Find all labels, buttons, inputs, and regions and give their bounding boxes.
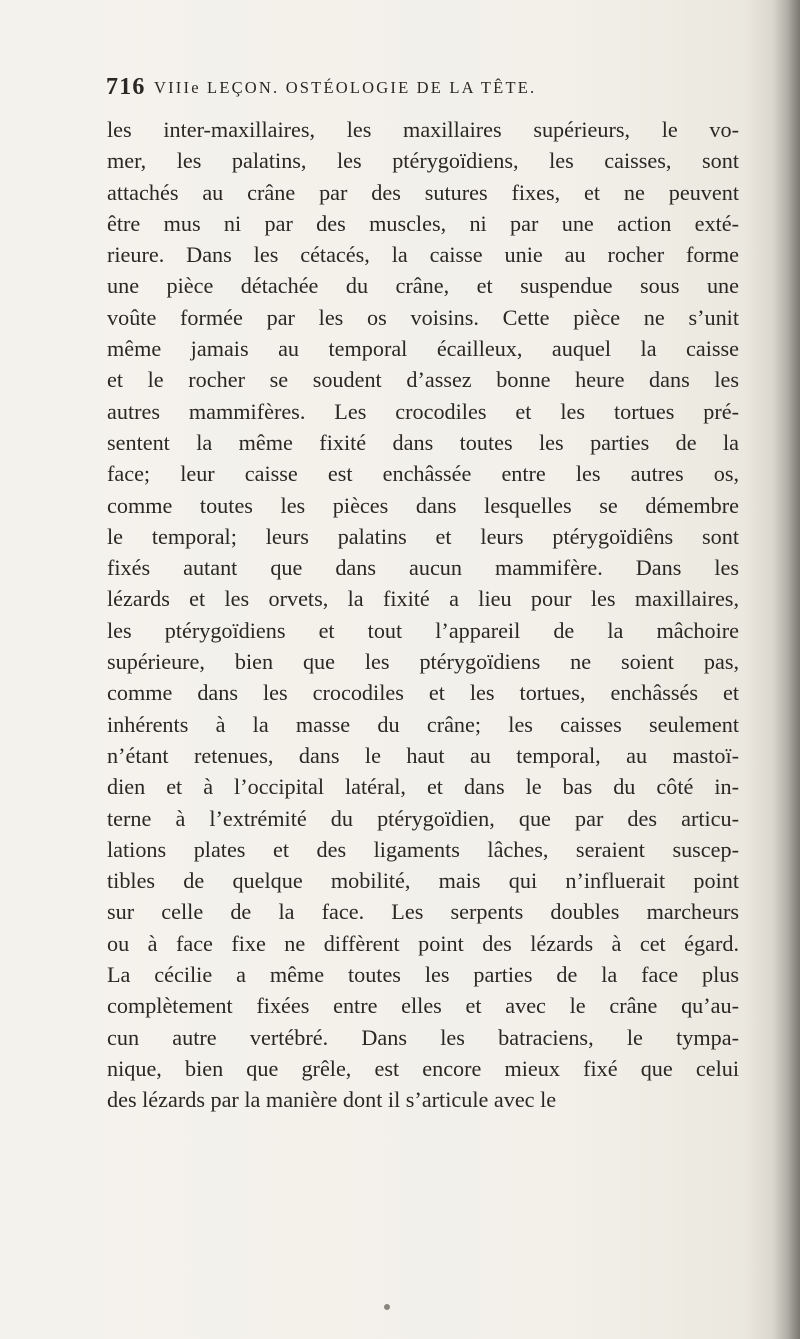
text-line: une pièce détachée du crâne, et suspendue sous une <box>107 273 739 299</box>
text-line: sentent la même fixité dans toutes les parties de la <box>107 429 739 455</box>
text-line: et le rocher se soudent d’assez bonne heure dans les <box>107 367 739 393</box>
text-line: lézards et les orvets, la fixité a lieu pour les maxillaires, <box>107 586 739 612</box>
text-line: fixés autant que dans aucun mammifère. Dans les <box>107 555 739 581</box>
text-line: inhérents à la masse du crâne; les caisses seulement <box>107 711 739 737</box>
text-line: lations plates et des ligaments lâches, seraient suscep- <box>107 836 739 862</box>
text-line: tibles de quelque mobilité, mais qui n’influerait point <box>107 868 739 894</box>
running-head-title: VIIIe LEÇON. OSTÉOLOGIE DE LA TÊTE. <box>154 78 537 97</box>
body-text <box>107 114 739 1116</box>
text-line: supérieure, bien que les ptérygoïdiens ne soient pas, <box>107 649 739 675</box>
page-number: 716 <box>106 74 146 100</box>
text-line: terne à l’extrémité du ptérygoïdien, que par des articu- <box>107 805 739 831</box>
text-line: dien et à l’occipital latéral, et dans le bas du côté in- <box>107 774 739 800</box>
text-line: être mus ni par des muscles, ni par une action exté- <box>107 210 739 236</box>
text-line: les inter-maxillaires, les maxillaires supérieurs, le vo- <box>107 117 739 142</box>
text-line: le temporal; leurs palatins et leurs ptérygoïdiêns sont <box>107 523 739 549</box>
text-line: complètement fixées entre elles et avec le crâne qu’au- <box>107 993 739 1019</box>
text-line: n’étant retenues, dans le haut au temporal, au mastoï- <box>107 742 739 768</box>
text-line: ou à face fixe ne diffèrent point des lézards à cet égard. <box>107 930 739 956</box>
text-line: rieure. Dans les cétacés, la caisse unie au rocher forme <box>107 242 739 268</box>
text-line: nique, bien que grêle, est encore mieux fixé que celui <box>107 1055 739 1081</box>
running-head <box>106 74 666 104</box>
text-line: même jamais au temporal écailleux, auquel la caisse <box>107 336 739 362</box>
text-line: attachés au crâne par des sutures fixes, et ne peuvent <box>107 179 739 205</box>
text-line: voûte formée par les os voisins. Cette pièce ne s’unit <box>107 304 739 330</box>
text-line: les ptérygoïdiens et tout l’appareil de la mâchoire <box>107 617 739 643</box>
text-line: autres mammifères. Les crocodiles et les tortues pré- <box>107 398 739 424</box>
text-line: des lézards par la manière dont il s’articule avec le <box>107 1087 557 1113</box>
print-speck <box>384 1304 390 1310</box>
text-line: cun autre vertébré. Dans les batraciens, le tympa- <box>107 1024 739 1050</box>
text-line: comme dans les crocodiles et les tortues, enchâssés et <box>107 680 739 706</box>
text-line: face; leur caisse est enchâssée entre les autres os, <box>107 461 739 487</box>
text-line: mer, les palatins, les ptérygoïdiens, les caisses, sont <box>107 148 739 174</box>
text-line: sur celle de la face. Les serpents doubles marcheurs <box>107 899 739 925</box>
page-edge-shadow <box>772 0 800 1339</box>
text-line: comme toutes les pièces dans lesquelles se démembre <box>107 492 739 518</box>
text-line: La cécilie a même toutes les parties de la face plus <box>107 962 739 988</box>
